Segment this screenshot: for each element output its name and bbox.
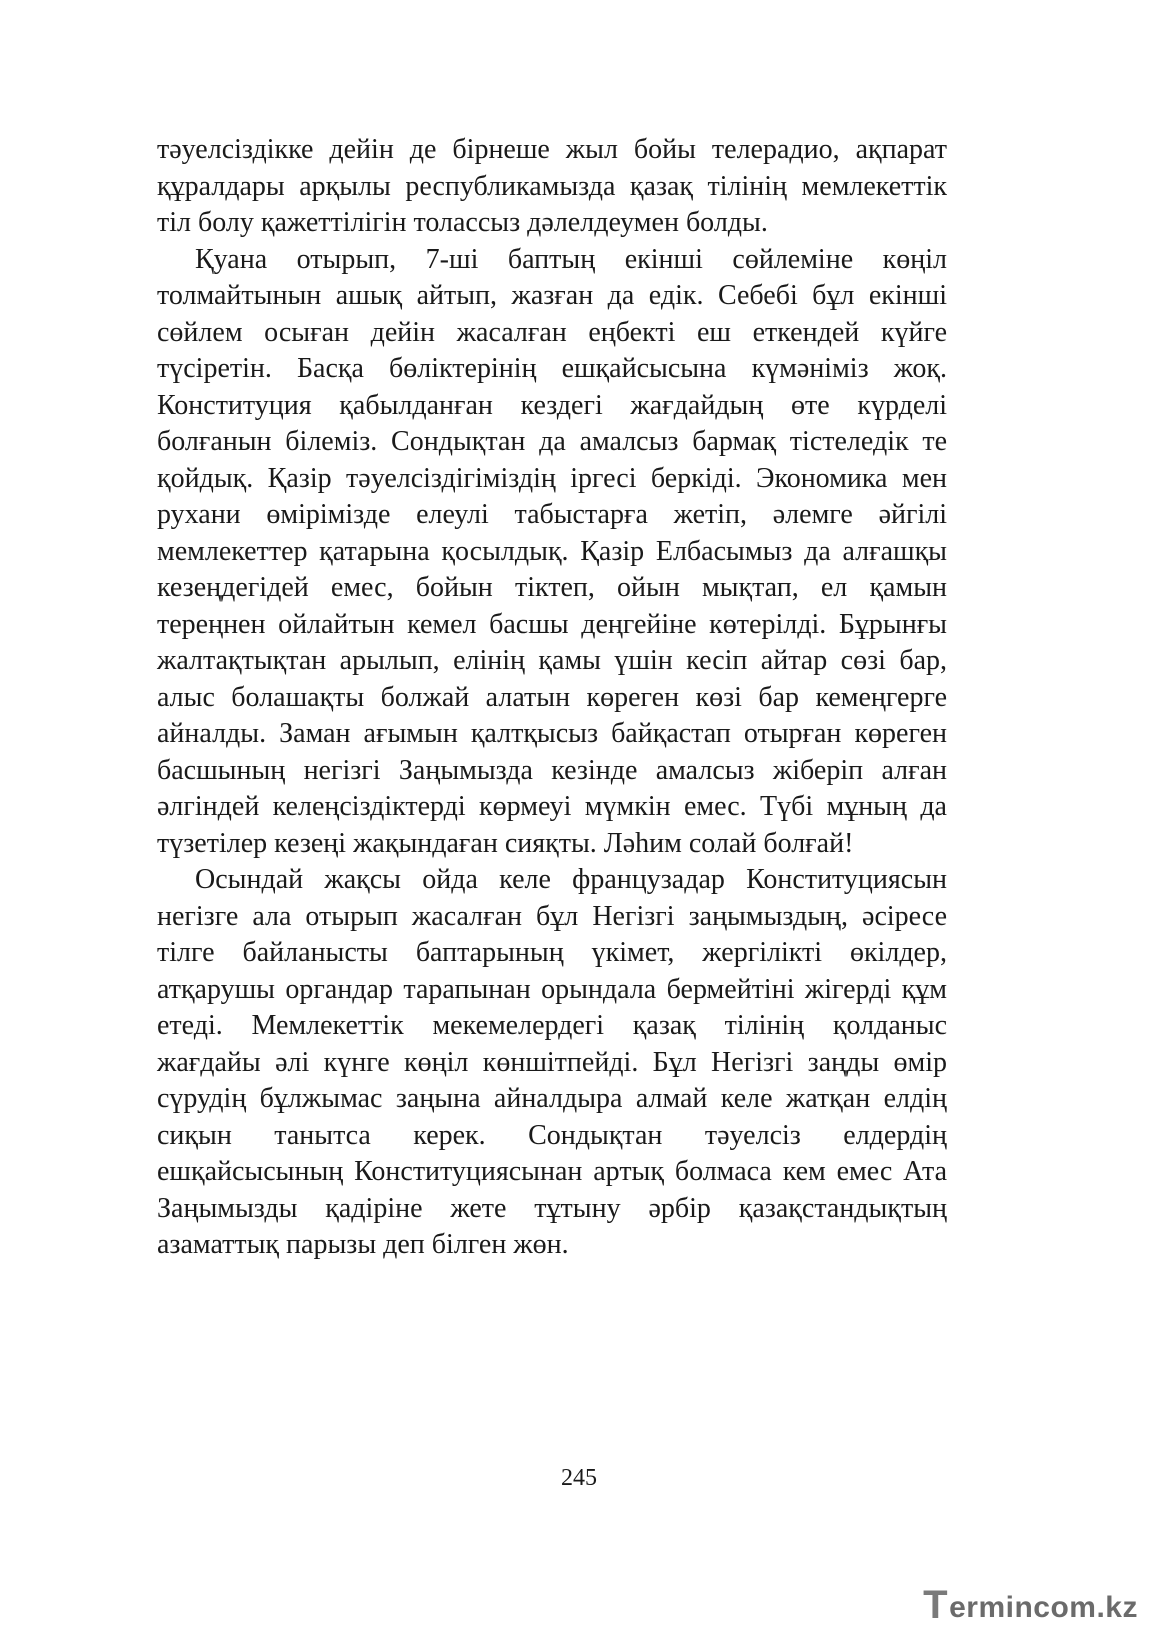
- watermark-t-letter: T: [923, 1583, 949, 1627]
- paragraph-2: Қуана отырып, 7-ші баптың екінші сөйлеміне көңіл толмайтынын ашық айтып, жазған да едік. Себебі бұл екінші сөйлем осыған дейін жасалған еңбекті еш еткендей күйге түсіретін. Басқа бөліктерінің ешқайсысына күмәніміз жоқ. Конституция қабылданған кездегі жағдайдың өте күрделі болғанын білеміз. Сондықтан да амалсыз бармақ тістеледік те қойдық. Қазір тәуелсіздігіміздің іргесі беркіді. Экономика мен рухани өмірімізде елеулі табыстарға жетіп, әлемге әйгілі мемлекеттер қатарына қосылдық. Қазір Елбасымыз да алғашқы кезеңдегідей емес, бойын тіктеп, ойын мықтап, ел қамын тереңнен ойлайтын кемел басшы деңгейіне көтерілді. Бұрынғы жалтақтықтан арылып, елінің қамы үшін кесіп айтар сөзі бар, алыс болашақты болжай алатын көреген көзі бар кемеңгерге айналды. Заман ағымын қалтқысыз байқастап отырған көреген басшының негізгі Заңымызда кезінде амалсыз жіберіп алған әлгіндей келеңсіздіктерді көрмеуі мүмкін емес. Түбі мұның да түзетілер кезеңі жақындаған сияқты. Ләһим солай болғай!: [157, 243, 947, 859]
- watermark-text: ermincom.kz: [949, 1591, 1138, 1624]
- page-number: 245: [561, 1465, 597, 1491]
- page-body: [157, 132, 947, 1264]
- terminkom-watermark-logo: [923, 1585, 1138, 1625]
- paragraph-3: Осындай жақсы ойда келе французадар Конституциясын негізге ала отырып жасалған бұл Негізгі заңымыздың, әсіресе тілге байланысты баптарының үкімет, жергілікті өкілдер, атқарушы органдар тарапынан орындала бермейтіні жігерді құм етеді. Мемлекеттік мекемелердегі қазақ тілінің қолданыс жағдайы әлі күнге көңіл көншітпейді. Бұл Негізгі заңды өмір сүрудің бұлжымас заңына айналдыра алмай келе жатқан елдің сиқын танытса керек. Сондықтан тәуелсіз елдердің ешқайсысының Конституциясынан артық болмаса кем емес Ата Заңымызды қадіріне жете тұтыну әрбір қазақстандықтың азаматтық парызы деп білген жөн.: [157, 864, 947, 1260]
- paragraph-1: тәуелсіздікке дейін де бірнеше жыл бойы телерадио, ақпарат құралдары арқылы республикамызда қазақ тілінің мемлекеттік тіл болу қажеттілігін толассыз дәлелдеумен болды.: [157, 134, 947, 238]
